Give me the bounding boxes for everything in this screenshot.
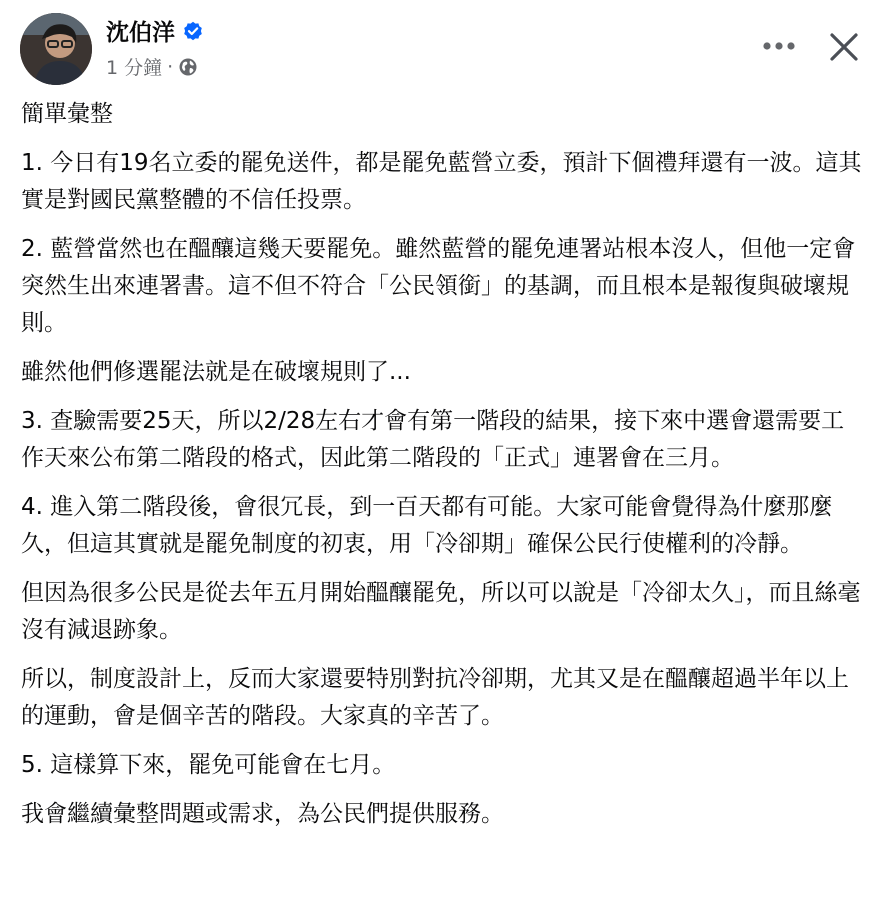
avatar[interactable] xyxy=(20,13,92,85)
post-header xyxy=(0,0,877,100)
author-row xyxy=(106,14,203,47)
globe-icon[interactable] xyxy=(178,57,198,77)
post-paragraph: 3. 查驗需要25天，所以2/28左右才會有第一階段的結果，接下來中選會還需要工作天來公布第二階段的格式，因此第二階段的「正式」連署會在三月。 xyxy=(21,408,845,471)
post-paragraph: 所以，制度設計上，反而大家還要特別對抗冷卻期，尤其又是在醞釀超過半年以上的運動，會是個辛苦的階段。大家真的辛苦了。 xyxy=(21,666,849,729)
verified-badge-icon xyxy=(183,21,203,41)
post-paragraph: 我會繼續彙整問題或需求，為公民們提供服務。 xyxy=(21,801,504,827)
more-options-icon xyxy=(762,41,796,51)
post-paragraph-title: 簡單彙整 xyxy=(21,101,113,127)
close-icon xyxy=(829,32,859,62)
post-timestamp[interactable]: 1 分鐘 xyxy=(106,57,163,79)
post-paragraph: 但因為很多公民是從去年五月開始醞釀罷免，所以可以說是「冷卻太久」，而且絲毫沒有減退跡象。 xyxy=(21,580,861,643)
avatar-photo xyxy=(20,13,92,85)
post-paragraph: 雖然他們修選罷法就是在破壞規則了... xyxy=(21,359,411,385)
post-paragraph: 1. 今日有19名立委的罷免送件，都是罷免藍營立委，預計下個禮拜還有一波。這其實是對國民黨整體的不信任投票。 xyxy=(21,150,862,213)
post-paragraph: 5. 這樣算下來，罷免可能會在七月。 xyxy=(21,752,396,778)
post-paragraph: 4. 進入第二階段後，會很冗長，到一百天都有可能。大家可能會覺得為什麼那麼久，但這其實就是罷免制度的初衷，用「冷卻期」確保公民行使權利的冷靜。 xyxy=(21,494,833,557)
more-options-button[interactable] xyxy=(757,26,801,66)
meta-separator: · xyxy=(167,55,174,78)
post-body xyxy=(21,96,866,845)
author-name[interactable]: 沈伯洋 xyxy=(106,20,175,46)
post-paragraph: 2. 藍營當然也在醞釀這幾天要罷免。雖然藍營的罷免連署站根本沒人，但他一定會突然生出來連署書。這不但不符合「公民領銜」的基調，而且根本是報復與破壞規則。 xyxy=(21,236,856,336)
close-button[interactable] xyxy=(822,25,866,69)
post-meta xyxy=(106,53,198,80)
